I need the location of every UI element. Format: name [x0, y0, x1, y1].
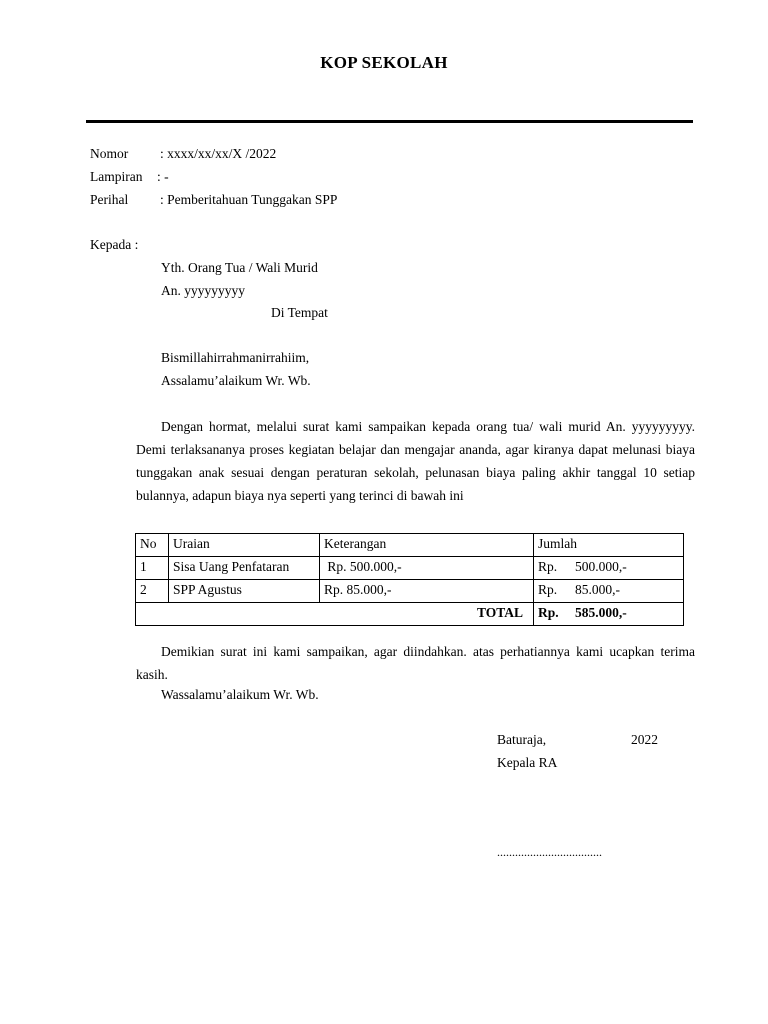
bismillah: Bismillahirrahmanirrahiim,	[161, 350, 310, 365]
lampiran-value: : -	[157, 169, 169, 184]
closing-paragraph: Demikian surat ini kami sampaikan, agar diindahkan. atas perhatiannya kami ucapkan terima kasih.	[136, 644, 695, 682]
row-no: 1	[136, 557, 169, 580]
recipient-line-1: Yth. Orang Tua / Wali Murid	[161, 260, 318, 275]
header-jumlah: Jumlah	[534, 534, 684, 557]
perihal-value: : Pemberitahuan Tunggakan SPP	[160, 192, 338, 207]
row-jumlah	[534, 580, 684, 603]
wassalam: Wassalamu’alaikum Wr. Wb.	[161, 687, 319, 702]
row-jumlah	[534, 557, 684, 580]
table-total-row	[136, 603, 684, 626]
row-jumlah-value: 500.000,-	[575, 559, 627, 574]
recipient-line-3: Di Tempat	[271, 305, 328, 320]
signature-line: ...................................	[497, 845, 602, 859]
header-uraian: Uraian	[169, 534, 320, 557]
nomor-value: : xxxx/xx/xx/X /2022	[160, 146, 277, 161]
table-header-row	[136, 534, 684, 557]
fee-table	[135, 533, 684, 626]
table-row	[136, 557, 684, 580]
header-keterangan: Keterangan	[320, 534, 534, 557]
salam: Assalamu’alaikum Wr. Wb.	[161, 373, 311, 388]
total-label: TOTAL	[136, 603, 534, 626]
row-keterangan: Rp. 85.000,-	[320, 580, 534, 603]
kepada-label: Kepada :	[90, 237, 139, 252]
nomor-label: Nomor	[90, 146, 129, 161]
letterhead-divider	[86, 120, 693, 123]
row-uraian: Sisa Uang Penfataran	[169, 557, 320, 580]
total-value: 585.000,-	[575, 605, 627, 620]
total-amount	[534, 603, 684, 626]
signature-role: Kepala RA	[497, 755, 558, 770]
table-row	[136, 580, 684, 603]
total-currency: Rp.	[538, 605, 559, 620]
row-no: 2	[136, 580, 169, 603]
letterhead-title: KOP SEKOLAH	[320, 53, 448, 72]
row-uraian: SPP Agustus	[169, 580, 320, 603]
body-paragraph: Dengan hormat, melalui surat kami sampaikan kepada orang tua/ wali murid An. yyyyyyyyy. Demi terlaksananya proses kegiatan belajar dan mengajar ananda, agar kiranya dapat melunasi biaya tunggakan anak sesuai dengan peraturan sekolah, pelunasan biaya paling akhir tanggal 10 setiap bulannya, adapun biaya nya seperti yang terinci di bawah ini	[136, 419, 695, 503]
header-no: No	[136, 534, 169, 557]
row-jumlah-currency: Rp.	[538, 559, 558, 574]
row-keterangan: Rp. 500.000,-	[320, 557, 534, 580]
perihal-label: Perihal	[90, 192, 129, 207]
signature-year: 2022	[631, 732, 658, 747]
signature-place: Baturaja,	[497, 732, 547, 747]
recipient-line-2: An. yyyyyyyyy	[161, 283, 245, 298]
lampiran-label: Lampiran	[90, 169, 143, 184]
row-jumlah-value: 85.000,-	[575, 582, 620, 597]
row-jumlah-currency: Rp.	[538, 582, 558, 597]
